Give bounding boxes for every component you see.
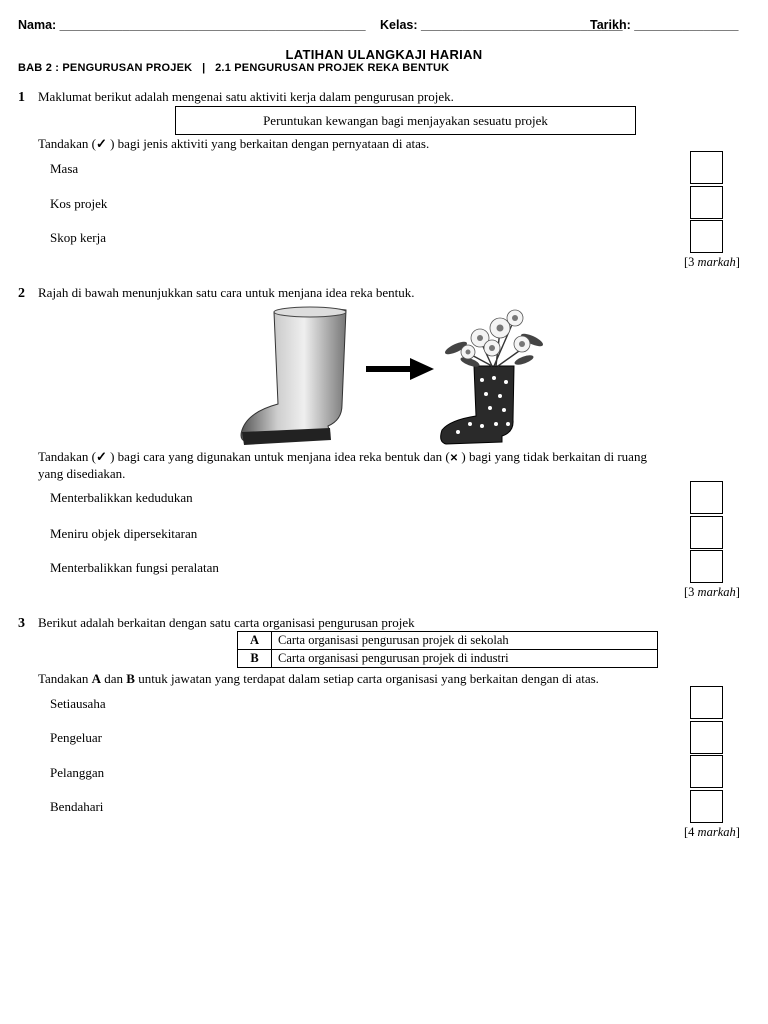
q3-marks-num: [4 [684, 825, 698, 839]
q2-marks-close: ] [735, 585, 740, 599]
q2-marks-num: [3 [684, 585, 698, 599]
q1-statement-box: Peruntukan kewangan bagi menjayakan sesuatu projek [175, 106, 636, 135]
q2-answer-box-3[interactable] [690, 550, 723, 583]
q1-marks-word: markah [697, 255, 736, 269]
q1-instruction [38, 136, 429, 152]
table-row [238, 632, 658, 650]
q1-instruction-post: ) bagi jenis aktiviti yang berkaitan dengan pernyataan di atas. [106, 136, 430, 151]
q2-text: Rajah di bawah menunjukkan satu cara untuk menjana idea reka bentuk. [38, 285, 415, 300]
q1-option-masa: Masa [50, 161, 79, 176]
q1-option-kos-projek: Kos projek [50, 196, 108, 211]
table-cell-key: A [238, 632, 272, 650]
worksheet-title: LATIHAN ULANGKAJI HARIAN [285, 47, 483, 62]
q1-marks-close: ] [735, 255, 740, 269]
q1-answer-box-3[interactable] [690, 220, 723, 253]
q1-instruction-pre: Tandakan ( [38, 136, 96, 151]
q3-instruction-a: Tandakan [38, 671, 92, 686]
q3-option-pengeluar: Pengeluar [50, 730, 102, 745]
q2-option-1: Menterbalikkan kedudukan [50, 490, 193, 505]
q3-text: Berikut adalah berkaitan dengan satu carta organisasi pengurusan projek [38, 615, 415, 630]
plain-boot-icon [241, 307, 346, 445]
q3-number: 3 [18, 616, 25, 631]
q3-org-chart-table [237, 631, 658, 668]
cross-icon: ✕ [449, 453, 459, 464]
table-row [238, 650, 658, 668]
q3-answer-box-2[interactable] [690, 721, 723, 754]
q1-text: Maklumat berikut adalah mengenai satu aktiviti kerja dalam pengurusan projek. [38, 89, 454, 104]
q3-marks [684, 825, 740, 840]
q2-instruction-line2: yang disediakan. [38, 466, 126, 481]
q3-option-bendahari: Bendahari [50, 799, 104, 814]
worksheet-subtitle: BAB 2 : PENGURUSAN PROJEK | 2.1 PENGURUSAN PROJEK REKA BENTUK [18, 62, 450, 74]
design-idea-diagram [230, 300, 560, 450]
flower-boot-icon [441, 310, 545, 444]
q3-option-pelanggan: Pelanggan [50, 765, 105, 780]
tarikh-field[interactable]: Tarikh: _______________ [590, 18, 739, 32]
kelas-field[interactable]: Kelas: _____________________________ [380, 18, 623, 32]
q2-marks [684, 585, 740, 600]
check-icon: ✓ [95, 136, 107, 151]
q1-marks [684, 255, 740, 270]
q1-answer-box-2[interactable] [690, 186, 723, 219]
q3-instruction-label-a: A [91, 671, 101, 686]
q1-option-skop-kerja: Skop kerja [50, 230, 106, 245]
check-icon: ✓ [95, 449, 107, 464]
q2-instruction-b: ) bagi cara yang digunakan untuk menjana idea reka bentuk dan ( [106, 449, 450, 464]
table-cell-key: B [238, 650, 272, 668]
q3-answer-box-1[interactable] [690, 686, 723, 719]
table-cell-value: Carta organisasi pengurusan projek di sekolah [272, 632, 658, 650]
q3-marks-close: ] [735, 825, 740, 839]
arrow-icon [366, 358, 434, 380]
q3-answer-box-4[interactable] [690, 790, 723, 823]
q2-marks-word: markah [697, 585, 736, 599]
q3-answer-box-3[interactable] [690, 755, 723, 788]
q2-instruction [38, 449, 647, 465]
q3-instruction-label-b: B [126, 671, 135, 686]
q2-option-3: Menterbalikkan fungsi peralatan [50, 560, 219, 575]
q3-instruction [38, 671, 599, 687]
q3-option-setiausaha: Setiausaha [50, 696, 106, 711]
q2-answer-box-2[interactable] [690, 516, 723, 549]
q3-instruction-dan: dan [100, 671, 127, 686]
q2-instruction-a: Tandakan ( [38, 449, 96, 464]
q1-number: 1 [18, 90, 25, 105]
q1-answer-box-1[interactable] [690, 151, 723, 184]
table-cell-value: Carta organisasi pengurusan projek di industri [272, 650, 658, 668]
q2-instruction-c: ) bagi yang tidak berkaitan di ruang [458, 449, 647, 464]
q1-marks-num: [3 [684, 255, 698, 269]
q2-answer-box-1[interactable] [690, 481, 723, 514]
q2-number: 2 [18, 286, 25, 301]
nama-field[interactable]: Nama: ____________________________________________ [18, 18, 366, 32]
q3-instruction-rest: untuk jawatan yang terdapat dalam setiap carta organisasi yang berkaitan dengan di atas. [134, 671, 599, 686]
q2-option-2: Meniru objek dipersekitaran [50, 526, 198, 541]
q3-marks-word: markah [697, 825, 736, 839]
